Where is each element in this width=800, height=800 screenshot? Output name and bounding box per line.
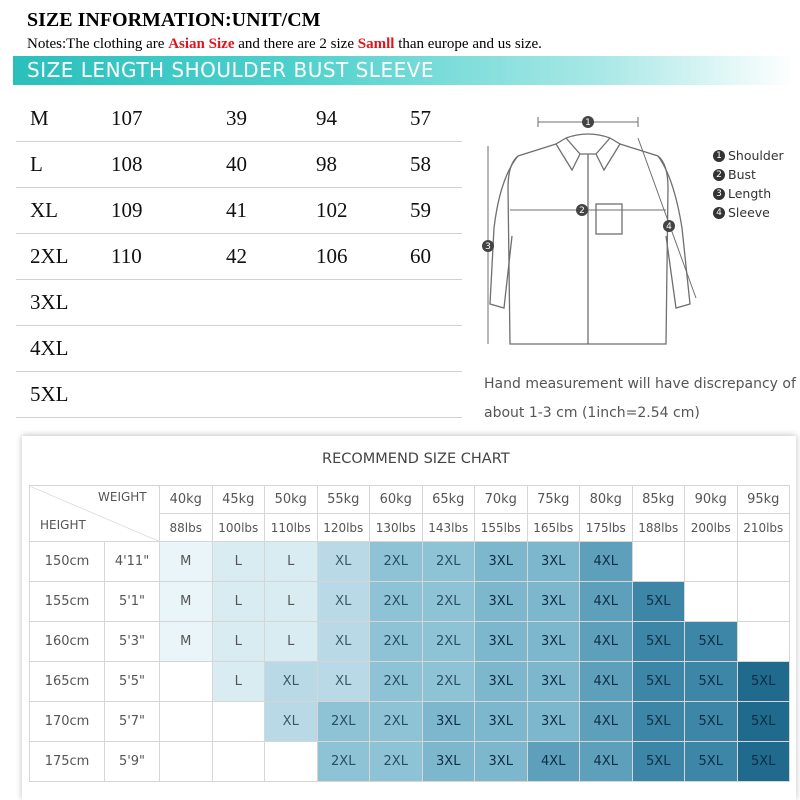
size-row [16, 234, 462, 280]
size-recommendation-cell: 5XL [632, 582, 685, 622]
size-recommendation-cell: M [160, 582, 213, 622]
size-recommendation-cell: 3XL [527, 702, 580, 742]
weight-kg-header: 90kg [685, 486, 738, 514]
size-recommendation-cell: 4XL [580, 742, 633, 782]
size-recommendation-cell: 2XL [370, 542, 423, 582]
size-recommendation-cell: XL [317, 542, 370, 582]
height-cm: 155cm [30, 582, 105, 622]
size-cell-length: 110 [111, 244, 142, 268]
size-recommendation-cell: 5XL [685, 742, 738, 782]
size-cell-bust: 102 [316, 198, 348, 222]
size-notes [27, 36, 542, 53]
size-recommendation-cell: 3XL [527, 662, 580, 702]
size-recommendation-cell [265, 742, 318, 782]
size-cell-size: XL [30, 198, 58, 222]
size-recommendation-cell: XL [317, 662, 370, 702]
legend-item [713, 146, 784, 165]
size-cell-shoulder: 40 [226, 152, 247, 176]
weight-lbs-header: 88lbs [160, 514, 213, 542]
size-recommendation-cell: 2XL [370, 582, 423, 622]
size-row [16, 372, 462, 418]
size-recommendation-cell: 5XL [737, 702, 790, 742]
size-recommendation-cell: M [160, 622, 213, 662]
weight-lbs-header: 175lbs [580, 514, 633, 542]
size-recommendation-cell: 4XL [527, 742, 580, 782]
size-cell-length: 107 [111, 106, 143, 130]
height-cm: 160cm [30, 622, 105, 662]
weight-kg-header: 60kg [370, 486, 423, 514]
size-recommendation-cell: 5XL [737, 742, 790, 782]
marker-shoulder: 1 [585, 118, 591, 128]
legend-number: 3 [713, 188, 725, 200]
weight-lbs-header: 188lbs [632, 514, 685, 542]
legend-item [713, 165, 784, 184]
size-recommendation-cell: 2XL [317, 702, 370, 742]
size-recommendation-cell: 3XL [475, 622, 528, 662]
size-cell-sleeve: 57 [410, 106, 431, 130]
weight-lbs-header: 210lbs [737, 514, 790, 542]
legend-label: Length [728, 186, 772, 201]
size-row [16, 96, 462, 142]
weight-kg-header: 75kg [527, 486, 580, 514]
notes-suffix: than europe and us size. [394, 36, 542, 52]
size-recommendation-cell: 4XL [580, 622, 633, 662]
size-recommendation-cell [737, 582, 790, 622]
size-cell-bust: 94 [316, 106, 337, 130]
weight-lbs-header: 155lbs [475, 514, 528, 542]
size-recommendation-cell: 5XL [632, 702, 685, 742]
size-recommendation-cell: L [212, 542, 265, 582]
size-row [16, 280, 462, 326]
marker-bust: 2 [579, 206, 585, 216]
grid-corner [30, 486, 160, 542]
size-recommendation-cell [212, 702, 265, 742]
recommend-size-grid [29, 485, 790, 782]
size-recommendation-cell: 2XL [422, 582, 475, 622]
size-cell-size: M [30, 106, 49, 130]
banner-text: SIZE LENGTH SHOULDER BUST SLEEVE [27, 58, 435, 82]
size-recommendation-cell [737, 542, 790, 582]
size-recommendation-cell: 5XL [685, 622, 738, 662]
size-recommendation-cell: L [265, 542, 318, 582]
size-recommendation-cell [212, 742, 265, 782]
legend-number: 4 [713, 207, 725, 219]
weight-lbs-header: 110lbs [265, 514, 318, 542]
size-cell-size: 5XL [30, 382, 69, 406]
size-cell-sleeve: 60 [410, 244, 431, 268]
height-cm: 165cm [30, 662, 105, 702]
size-recommendation-cell: L [265, 582, 318, 622]
size-recommendation-cell [685, 542, 738, 582]
size-recommendation-cell [160, 702, 213, 742]
size-recommendation-cell [737, 622, 790, 662]
size-recommendation-cell: 3XL [475, 662, 528, 702]
recommend-size-panel [22, 436, 796, 800]
size-cell-size: L [30, 152, 43, 176]
size-cell-bust: 98 [316, 152, 337, 176]
size-cell-size: 4XL [30, 336, 69, 360]
height-ft: 5'1" [105, 582, 160, 622]
legend-item [713, 203, 784, 222]
size-recommendation-cell: 3XL [475, 582, 528, 622]
size-recommendation-cell: 4XL [580, 582, 633, 622]
notes-mid: and there are 2 size [234, 36, 358, 52]
legend-item [713, 184, 784, 203]
size-recommendation-cell: 3XL [527, 542, 580, 582]
notes-small: Samll [357, 36, 395, 52]
size-recommendation-cell: L [212, 622, 265, 662]
size-recommendation-cell: 5XL [632, 622, 685, 662]
size-cell-sleeve: 59 [410, 198, 431, 222]
size-recommendation-cell: 3XL [422, 742, 475, 782]
size-cell-sleeve: 58 [410, 152, 431, 176]
size-recommendation-cell: 4XL [580, 702, 633, 742]
weight-lbs-header: 165lbs [527, 514, 580, 542]
height-ft: 4'11" [105, 542, 160, 582]
weight-kg-header: 45kg [212, 486, 265, 514]
measurement-legend [713, 146, 784, 222]
weight-kg-header: 40kg [160, 486, 213, 514]
height-cm: 170cm [30, 702, 105, 742]
legend-label: Sleeve [728, 205, 770, 220]
size-recommendation-cell [160, 662, 213, 702]
weight-lbs-header: 200lbs [685, 514, 738, 542]
weight-kg-header: 55kg [317, 486, 370, 514]
page-title: SIZE INFORMATION:UNIT/CM [27, 9, 321, 31]
recommend-title: RECOMMEND SIZE CHART [322, 451, 510, 467]
size-cell-size: 3XL [30, 290, 69, 314]
size-recommendation-cell: 5XL [632, 662, 685, 702]
marker-sleeve: 4 [666, 222, 672, 232]
size-recommendation-cell: 3XL [527, 622, 580, 662]
size-recommendation-cell: 5XL [632, 742, 685, 782]
size-recommendation-cell: XL [265, 702, 318, 742]
weight-kg-header: 70kg [475, 486, 528, 514]
size-recommendation-cell: XL [317, 622, 370, 662]
size-recommendation-cell: 5XL [685, 662, 738, 702]
size-table [16, 96, 462, 418]
weight-kg-header: 85kg [632, 486, 685, 514]
legend-number: 1 [713, 150, 725, 162]
size-recommendation-cell: L [212, 582, 265, 622]
size-recommendation-cell: 5XL [737, 662, 790, 702]
size-recommendation-cell: 3XL [475, 742, 528, 782]
size-row [16, 326, 462, 372]
size-row [16, 188, 462, 234]
size-row [16, 142, 462, 188]
size-recommendation-cell: XL [265, 662, 318, 702]
size-recommendation-cell: 3XL [475, 542, 528, 582]
size-recommendation-cell: 2XL [370, 702, 423, 742]
notes-asian-size: Asian Size [168, 36, 235, 52]
weight-kg-header: 95kg [737, 486, 790, 514]
shirt-diagram-icon [478, 108, 698, 358]
weight-kg-header: 65kg [422, 486, 475, 514]
legend-label: Shoulder [728, 148, 784, 163]
size-recommendation-cell: 3XL [475, 702, 528, 742]
size-recommendation-cell: 2XL [422, 662, 475, 702]
size-recommendation-cell: L [212, 662, 265, 702]
size-recommendation-cell [632, 542, 685, 582]
size-recommendation-cell: 5XL [685, 702, 738, 742]
size-cell-length: 108 [111, 152, 143, 176]
notes-prefix: Notes:The clothing are [27, 36, 169, 52]
height-axis-label: HEIGHT [40, 518, 86, 532]
legend-label: Bust [728, 167, 756, 182]
size-recommendation-cell [160, 742, 213, 782]
size-cell-shoulder: 39 [226, 106, 247, 130]
measurement-note-line: Hand measurement will have discrepancy of [484, 376, 796, 392]
size-cell-shoulder: 42 [226, 244, 247, 268]
column-banner [13, 56, 795, 85]
size-cell-length: 109 [111, 198, 143, 222]
size-cell-size: 2XL [30, 244, 69, 268]
size-recommendation-cell: 2XL [370, 742, 423, 782]
size-recommendation-cell: L [265, 622, 318, 662]
marker-length: 3 [485, 242, 491, 252]
size-recommendation-cell: 2XL [370, 662, 423, 702]
size-recommendation-cell: 2XL [317, 742, 370, 782]
weight-lbs-header: 120lbs [317, 514, 370, 542]
size-cell-shoulder: 41 [226, 198, 247, 222]
size-recommendation-cell: XL [317, 582, 370, 622]
height-ft: 5'7" [105, 702, 160, 742]
size-recommendation-cell: 3XL [527, 582, 580, 622]
weight-kg-header: 50kg [265, 486, 318, 514]
legend-number: 2 [713, 169, 725, 181]
size-recommendation-cell: 2XL [422, 622, 475, 662]
weight-axis-label: WEIGHT [98, 490, 147, 504]
weight-lbs-header: 100lbs [212, 514, 265, 542]
height-ft: 5'3" [105, 622, 160, 662]
weight-lbs-header: 143lbs [422, 514, 475, 542]
height-ft: 5'9" [105, 742, 160, 782]
weight-lbs-header: 130lbs [370, 514, 423, 542]
size-recommendation-cell: M [160, 542, 213, 582]
height-cm: 175cm [30, 742, 105, 782]
size-recommendation-cell: 2XL [422, 542, 475, 582]
size-recommendation-cell [685, 582, 738, 622]
measurement-note-line: about 1-3 cm (1inch=2.54 cm) [484, 405, 700, 421]
measurement-note [484, 370, 796, 428]
size-recommendation-cell: 4XL [580, 662, 633, 702]
size-recommendation-cell: 4XL [580, 542, 633, 582]
size-recommendation-cell: 3XL [422, 702, 475, 742]
size-cell-bust: 106 [316, 244, 348, 268]
size-recommendation-cell: 2XL [370, 622, 423, 662]
height-ft: 5'5" [105, 662, 160, 702]
height-cm: 150cm [30, 542, 105, 582]
weight-kg-header: 80kg [580, 486, 633, 514]
